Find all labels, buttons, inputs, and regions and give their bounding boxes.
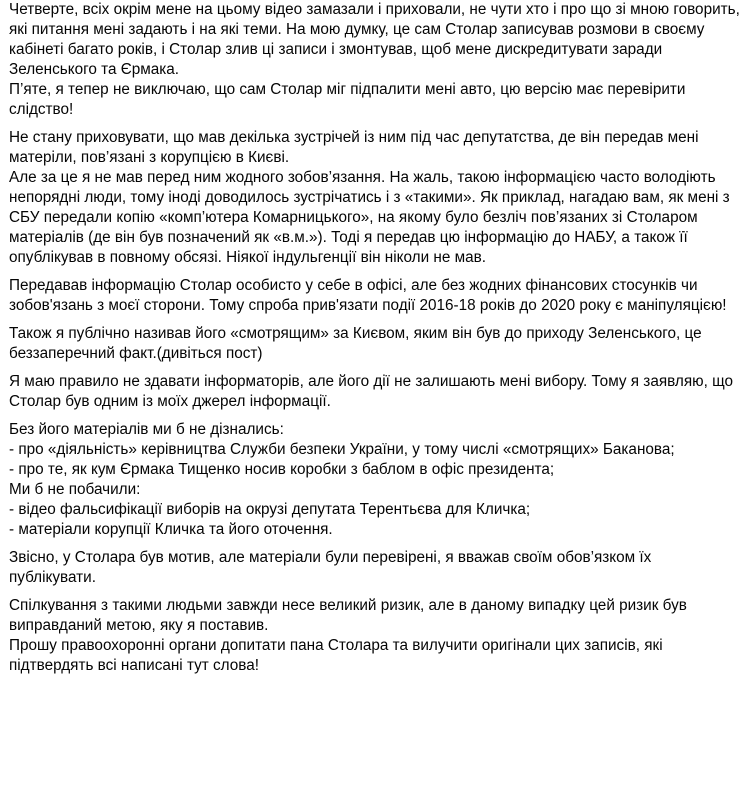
text-line: Звісно, у Столара був мотив, але матеріали були перевірені, я вважав своїм обов’язком їх публікувати.: [9, 549, 652, 586]
paragraph-public-statement: [9, 324, 741, 364]
paragraph-informants: [9, 372, 741, 412]
list-item: Без його матеріалів ми б не дізнались:: [9, 421, 284, 438]
list-item: - відео фальсифікації виборів на окрузі депутата Терентьєва для Кличка;: [9, 501, 531, 518]
paragraph-motive: [9, 548, 741, 588]
text-line: П’яте, я тепер не виключаю, що сам Столар міг підпалити мені авто, цю версію має перевірити слідство!: [9, 81, 686, 118]
text-line: Але за це я не мав перед ним жодного зобов’язання. На жаль, такою інформацією часто володіють непорядні люди, тому іноді доводилось зустрічатись і з «такими». Як приклад, нагадаю вам, як мені з СБУ передали копію «комп’ютера Комарницького», на якому було безліч пов’язаних зі Столаром матеріалів (де він був позначений як «в.м.»). Тоді я передав цю інформацію до НАБУ, а також її опублікував в повному обсязі. Ніякої індульгенції він ніколи не мав.: [9, 169, 730, 266]
text-line: Спілкування з такими людьми завжди несе великий ризик, але в даному випадку цей ризик був виправданий метою, яку я поставив.: [9, 597, 687, 634]
text-line: Не стану приховувати, що мав декілька зустрічей із ним під час депутатства, де він передав мені матеріли, пов’язані з корупцією в Києві.: [9, 129, 699, 166]
paragraph-materials-list: [9, 420, 741, 540]
text-line: Передавав інформацію Столар особисто у себе в офісі, але без жодних фінансових стосунків чи зобов'язань з моєї сторони. Тому спроба прив'язати події 2016-18 років до 2020 року є маніпуляцією!: [9, 277, 727, 314]
paragraph-closing: [9, 596, 741, 676]
list-item: Ми б не побачили:: [9, 481, 141, 498]
text-line: Прошу правоохоронні органи допитати пана Столара та вилучити оригінали цих записів, які підтвердять всі написані тут слова!: [9, 637, 663, 674]
paragraph-office: [9, 276, 741, 316]
paragraph-fourth-fifth: [9, 0, 741, 120]
list-item: - про те, як кум Єрмака Тищенко носив коробки з баблом в офіс президента;: [9, 461, 555, 478]
list-item: - про «діяльність» керівництва Служби безпеки України, у тому числі «смотрящих» Баканова;: [9, 441, 675, 458]
text-line: Я маю правило не здавати інформаторів, але його дії не залишають мені вибору. Тому я заявляю, що Столар був одним із моїх джерел інформації.: [9, 373, 733, 410]
text-line: Також я публічно називав його «смотрящим» за Києвом, яким він був до приходу Зеленського, це беззаперечний факт.(дивіться пост): [9, 325, 702, 362]
text-line: Четверте, всіх окрім мене на цьому відео замазали і приховали, не чути хто і про що зі мною говорить, які питання мені задають і на які теми. На мою думку, це сам Столар записував розмови в своєму кабінеті багато років, і Столар злив ці записи і змонтував, щоб мене дискредитувати заради Зеленського та Єрмака.: [9, 1, 740, 78]
paragraph-meetings: [9, 128, 741, 268]
list-item: - матеріали корупції Кличка та його оточення.: [9, 521, 333, 538]
